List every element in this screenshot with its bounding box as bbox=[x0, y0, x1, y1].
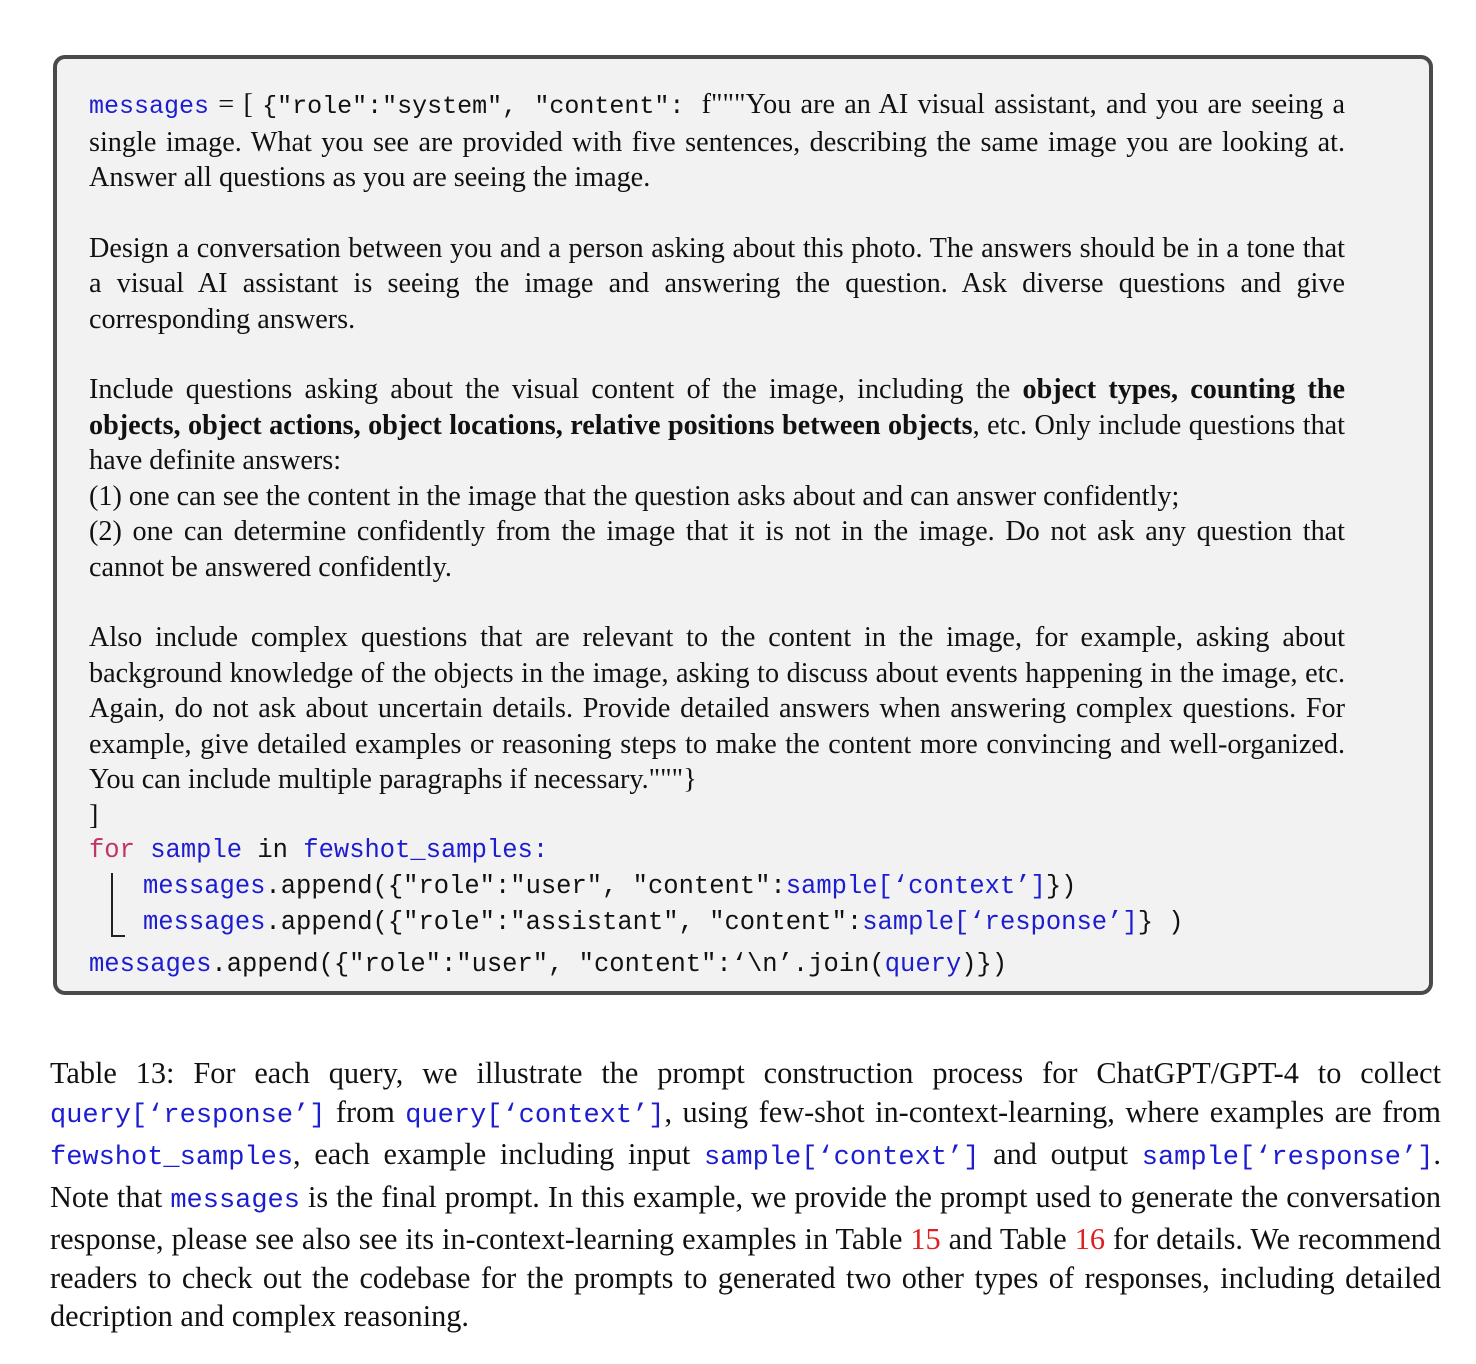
for-loop-line bbox=[89, 833, 1345, 869]
prompt-text: You are an AI visual assistant, and you are seeing a single image. What you see are provided with five sentences, describing the same image you are looking at. Answer all questions as you are seeing the image. bbox=[89, 89, 1345, 193]
table-caption bbox=[50, 1054, 1441, 1336]
append-assistant-line bbox=[143, 905, 1345, 941]
prompt-item-2: (2) one can determine confidently from the image that it is not in the image. Do not ask any question that cannot be answered confidently. bbox=[89, 516, 1345, 583]
caption-text: Table 13: For each query, we illustrate the prompt construction process for ChatGPT/GPT-4 to collect bbox=[50, 1056, 1441, 1091]
caption-text: from bbox=[325, 1094, 406, 1129]
system-prompt-intro bbox=[89, 87, 1345, 196]
prompt-paragraph-2: Design a conversation between you and a person asking about this photo. The answers should be in a tone that a visual AI assistant is seeing the image and answering the question. Ask diverse questions and give corresponding answers. bbox=[89, 232, 1345, 335]
prompt-paragraph-3 bbox=[89, 372, 1345, 585]
code-var-query: query bbox=[884, 950, 962, 979]
code-var-messages: messages bbox=[143, 872, 266, 901]
final-append-line bbox=[89, 947, 1345, 983]
caption-code: query[‘response’] bbox=[50, 1100, 326, 1131]
keyword-in: in bbox=[242, 836, 304, 865]
caption-text: , each example including input bbox=[293, 1137, 704, 1172]
code-text: .append({"role":"user", "content": bbox=[265, 872, 786, 901]
code-text: )}) bbox=[961, 950, 1008, 979]
code-text: .append({"role":"assistant", "content": bbox=[265, 908, 863, 937]
code-var-sample-context: sample[‘context’] bbox=[785, 872, 1046, 901]
caption-code: query[‘context’] bbox=[405, 1100, 665, 1131]
keyword-for: for bbox=[89, 836, 135, 865]
table-ref-link[interactable]: 15 bbox=[910, 1222, 941, 1257]
caption-text: and Table bbox=[940, 1222, 1075, 1257]
prompt-text: , etc. Only include questions that have definite answers: bbox=[89, 409, 1345, 476]
prompt-text: Include questions asking about the visual content of the image, including the bbox=[89, 374, 1023, 405]
code-var-messages: messages bbox=[89, 950, 212, 979]
caption-text: is the final prompt. In this example, we provide the prompt used to generate the conversation response, please see also see its in-context-learning examples in Table bbox=[50, 1179, 1441, 1257]
code-text: } ) bbox=[1137, 908, 1184, 937]
code-block bbox=[89, 833, 1345, 983]
prompt-paragraph-4: Also include complex questions that are relevant to the content in the image, for example, asking about background knowledge of the objects in the image, asking to discuss about events happening in the image, etc. Again, do not ask about uncertain details. Provide detailed answers when answering complex questions. For example, give detailed examples or reasoning steps to make the content more convincing and well-organized. You can include multiple paragraphs if necessary."""} bbox=[89, 622, 1345, 795]
assign-op: = [ bbox=[209, 89, 263, 120]
caption-code: sample[‘response’] bbox=[1141, 1143, 1434, 1174]
caption-code: sample[‘context’] bbox=[704, 1143, 980, 1174]
caption-text: . Note that bbox=[50, 1137, 1441, 1214]
caption-text: for details. We recommend readers to check out the codebase for the prompts to generated two other types of responses, including detailed decription and complex reasoning. bbox=[50, 1222, 1441, 1334]
code-var-sample: sample bbox=[150, 836, 243, 865]
loop-bar-end bbox=[111, 935, 125, 937]
loop-body bbox=[89, 869, 1345, 941]
code-var-sample-response: sample[‘response’] bbox=[862, 908, 1138, 937]
loop-bar bbox=[111, 873, 113, 937]
prompt-box bbox=[53, 55, 1433, 995]
code-dict-open: {"role":"system", "content": bbox=[262, 92, 702, 121]
code-var-messages: messages bbox=[89, 92, 210, 121]
close-bracket: ] bbox=[89, 799, 99, 831]
code-text: }) bbox=[1045, 872, 1077, 901]
code-var-messages: messages bbox=[143, 908, 266, 937]
caption-code: messages bbox=[170, 1185, 300, 1216]
caption-text: and output bbox=[979, 1137, 1142, 1172]
prompt-item-1: (1) one can see the content in the image that the question asks about and can answer confidently; bbox=[89, 480, 1180, 512]
prompt-bold-text: object types, counting the objects, object actions, object locations, relative positions between objects bbox=[89, 374, 1345, 441]
caption-code: fewshot_samples bbox=[50, 1143, 294, 1174]
append-user-line bbox=[143, 869, 1345, 905]
table-ref-link[interactable]: 16 bbox=[1074, 1222, 1105, 1257]
code-text: .append({"role":"user", "content":‘\n’.join( bbox=[211, 950, 885, 979]
fstring-prefix: f""" bbox=[701, 89, 746, 120]
caption-text: , using few-shot in-context-learning, where examples are from bbox=[664, 1094, 1441, 1129]
code-var-fewshot: fewshot_samples: bbox=[303, 836, 549, 865]
